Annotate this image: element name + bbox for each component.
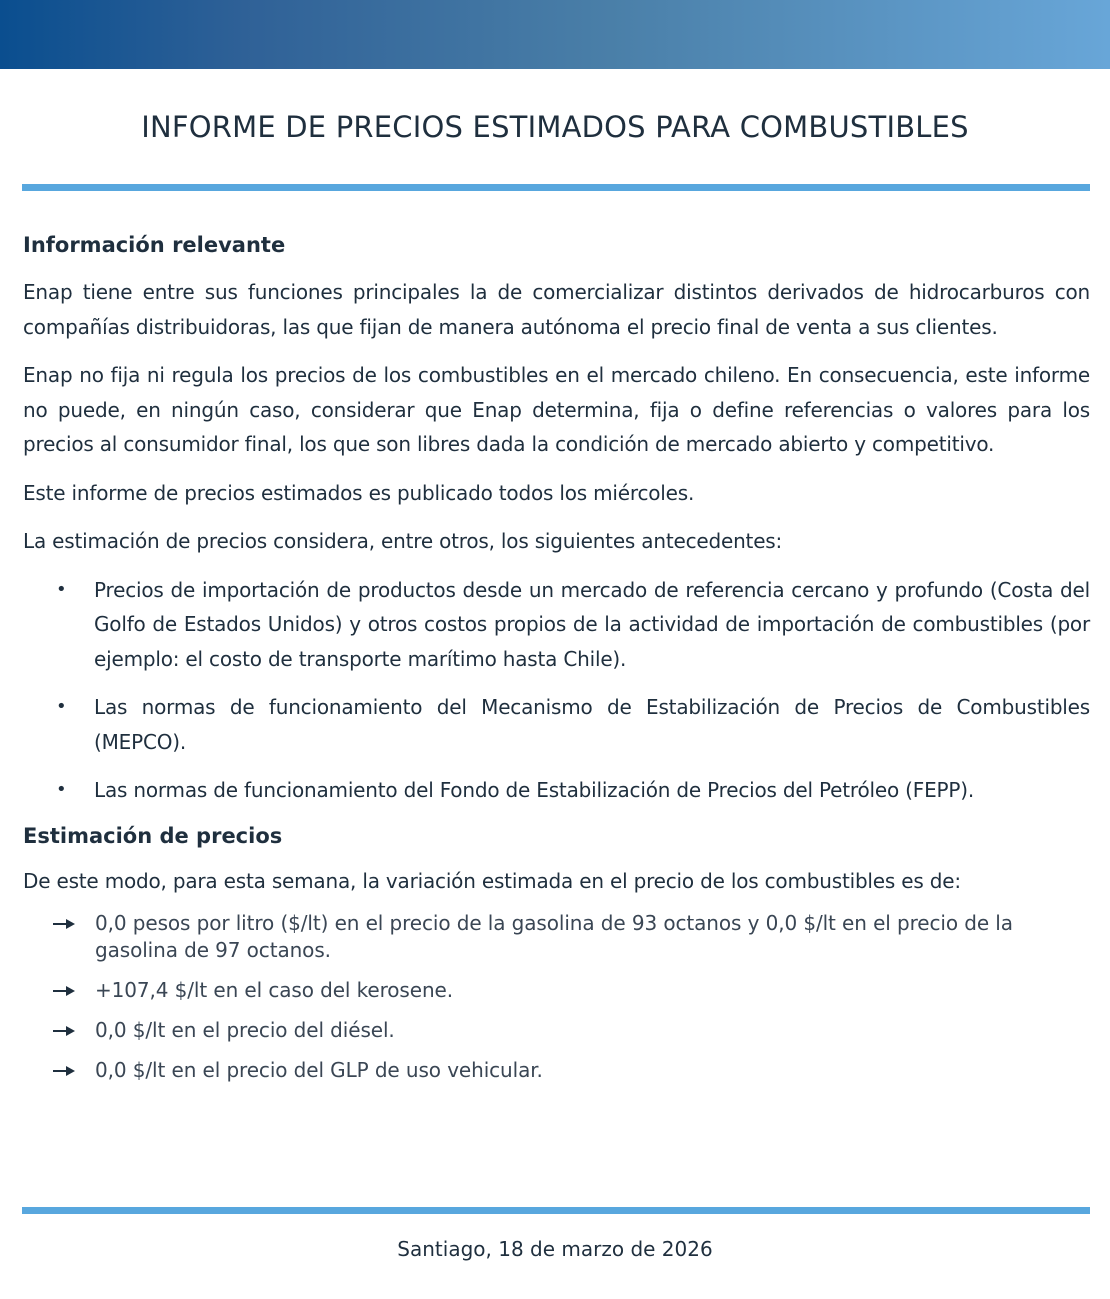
top-divider <box>22 184 1090 191</box>
estimate-item-text: 0,0 pesos por litro ($/lt) en el precio de la gasolina de 93 octanos y 0,0 $/lt en el precio de la gasolina de 97 octanos. <box>95 911 1013 962</box>
list-item <box>23 573 1090 677</box>
estimate-item-text: +107,4 $/lt en el caso del kerosene. <box>95 978 453 1002</box>
antecedents-list <box>23 573 1090 808</box>
list-item-text: Las normas de funcionamiento del Fondo de Estabilización de Precios del Petróleo (FEPP). <box>94 778 974 802</box>
page-title: INFORME DE PRECIOS ESTIMADOS PARA COMBUSTIBLES <box>141 110 969 144</box>
estimate-item <box>23 977 1090 1004</box>
footer-date: Santiago, 18 de marzo de 2026 <box>397 1237 713 1261</box>
paragraph: Enap no fija ni regula los precios de los combustibles en el mercado chileno. En consecuencia, este informe no puede, en ningún caso, considerar que Enap determina, fija o define referencias o valores para los precios al consumidor final, los que son libres dada la condición de mercado abierto y competitivo. <box>23 363 1090 456</box>
arrow-right-icon <box>53 918 75 930</box>
estimate-item <box>23 1017 1090 1044</box>
paragraph: La estimación de precios considera, entre otros, los siguientes antecedentes: <box>23 529 783 553</box>
list-item <box>23 773 1090 808</box>
arrow-right-icon <box>53 985 75 997</box>
estimate-item-text: 0,0 $/lt en el precio del diésel. <box>95 1018 395 1042</box>
arrow-right-icon <box>53 1065 75 1077</box>
paragraph: Este informe de precios estimados es publicado todos los miércoles. <box>23 480 695 505</box>
arrow-right-icon <box>53 1025 75 1037</box>
estimate-item <box>23 1057 1090 1084</box>
paragraph: Enap tiene entre sus funciones principales la de comercializar distintos derivados de hidrocarburos con compañías distribuidoras, las que fijan de manera autónoma el precio final de venta a sus clientes. <box>23 280 1090 339</box>
section-heading-estimate: Estimación de precios <box>23 823 283 848</box>
estimate-item-text: 0,0 $/lt en el precio del GLP de uso vehicular. <box>95 1058 543 1082</box>
list-item <box>23 690 1090 759</box>
list-item-text: Precios de importación de productos desde un mercado de referencia cercano y profundo (Costa del Golfo de Estados Unidos) y otros costos propios de la actividad de importación de combustibles (por ejemplo: el costo de transporte marítimo hasta Chile). <box>94 577 1090 671</box>
estimate-list <box>23 910 1090 1084</box>
bullet-icon: • <box>56 578 67 600</box>
section-heading-info: Información relevante <box>23 233 286 257</box>
bullet-icon: • <box>56 696 67 717</box>
header-band <box>0 0 1110 69</box>
document-body <box>23 229 1090 1084</box>
estimate-item <box>23 910 1090 964</box>
estimate-intro: De este modo, para esta semana, la variación estimada en el precio de los combustibles es de: <box>23 868 961 893</box>
list-item-text: Las normas de funcionamiento del Mecanismo de Estabilización de Precios de Combustibles (MEPCO). <box>94 695 1090 754</box>
bottom-divider <box>22 1207 1090 1214</box>
bullet-icon: • <box>56 779 67 800</box>
